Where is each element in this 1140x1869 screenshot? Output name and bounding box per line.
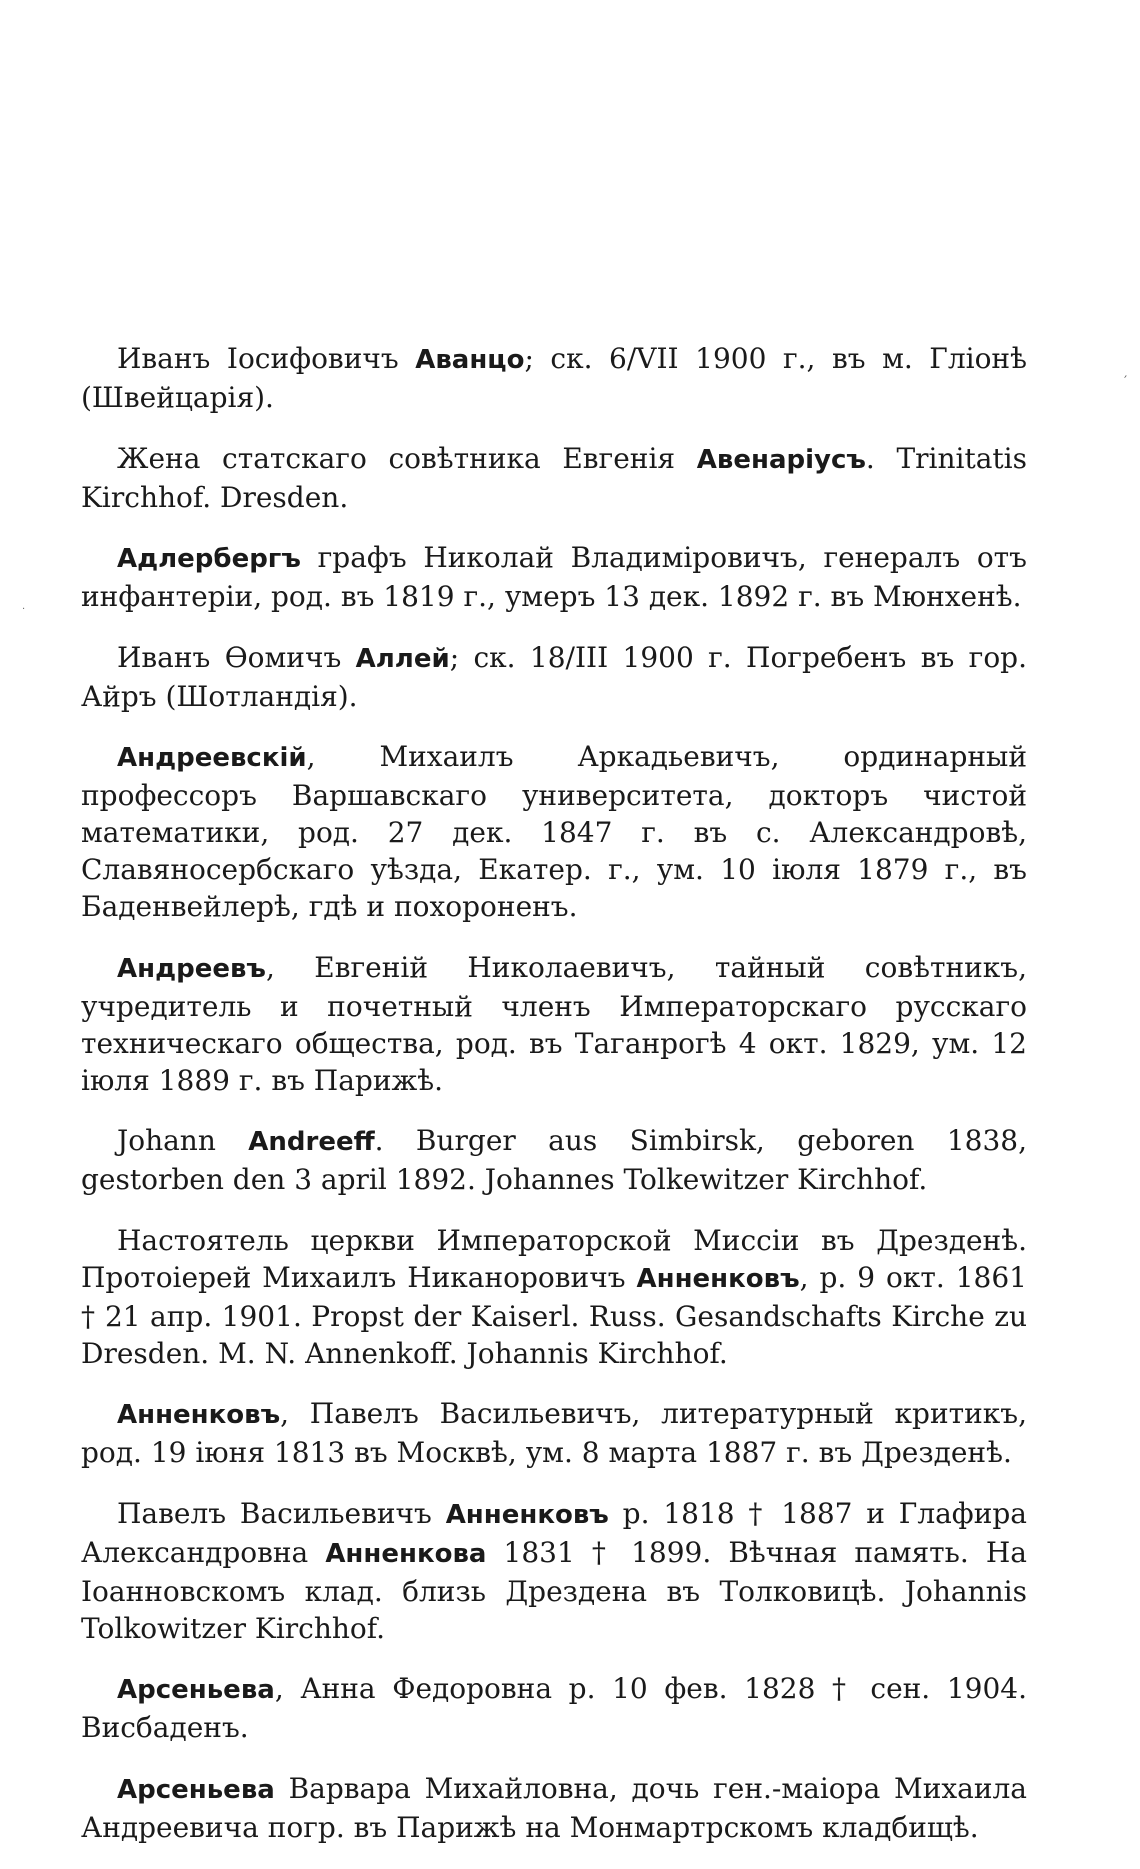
surname: Андреевскій — [117, 743, 307, 773]
entry-annenkov-critic: Анненковъ, Павелъ Васильевичъ, литературный критикъ, род. 19 іюня 1813 въ Москвѣ, ум. 8 марта 1887 г. въ Дрезденѣ. — [81, 1397, 1027, 1469]
margin-dot: · — [22, 604, 26, 615]
surname: Арсеньева — [117, 1774, 275, 1805]
entry-adlerberg: Адлербергъ графъ Николай Владиміровичъ, генералъ отъ инфантеріи, род. въ 1819 г., умеръ 13 дек. 1892 г. въ Мюнхенѣ. — [81, 541, 1027, 613]
entry-andreevsky: Андреевскій, Михаилъ Аркадьевичъ, ординарный профессоръ Варшавскаго университета, докторъ чистой математики, род. 27 дек. 1847 г. въ с. Александровѣ, Славяносербскаго уѣзда, Екатер. г., ум. 10 іюля 1879 г., въ Баденвейлерѣ, гдѣ и похороненъ. — [81, 740, 1027, 923]
surname: Анненкова — [325, 1538, 487, 1569]
entry-arsenieva-anna: Арсеньева, Анна Федоровна р. 10 фев. 1828 † сен. 1904. Висбаденъ. — [81, 1672, 1027, 1744]
surname: Адлербергъ — [117, 544, 301, 574]
surname: Арсеньева — [117, 1675, 275, 1705]
entry-arsenieva-varvara: Арсеньева Варвара Михайловна, дочь ген.-маіора Михаила Андреевича погр. въ Парижѣ на Монмартрскомъ кладбищѣ. — [81, 1771, 1027, 1844]
entry-annenkov-couple: Павелъ Васильевичъ Анненковъ р. 1818 † 1887 и Глафира Александровна Анненкова 1831 † 1899. Вѣчная память. На Іоанновскомъ клад. близь Дрездена въ Толковицѣ. Johannis Tolkowitzer Kirchhof. — [81, 1496, 1027, 1645]
margin-speck: ′ — [1124, 374, 1128, 390]
entry-andreeff: Johann Andreeff. Burger aus Simbirsk, geboren 1838, gestorben den 3 april 1892. Johannes Tolkewitzer Kirchhof. — [81, 1124, 1027, 1196]
surname: Andreeff — [248, 1127, 375, 1157]
entry-andreev: Андреевъ, Евгеній Николаевичъ, тайный совѣтникъ, учредитель и почетный членъ Императорскаго русскаго техническаго общества, род. въ Таганрогѣ 4 окт. 1829, ум. 12 іюля 1889 г. въ Парижѣ. — [81, 950, 1027, 1097]
surname: Анненковъ — [445, 1499, 609, 1530]
surname: Аванцо — [415, 345, 525, 375]
entry-alley: Иванъ Ѳомичъ Аллей; ск. 18/III 1900 г. Погребенъ въ гор. Айръ (Шотландія). — [81, 640, 1028, 713]
surname: Аллей — [355, 643, 450, 674]
surname: Авенаріусъ — [696, 444, 866, 475]
surname: Андреевъ — [117, 953, 266, 984]
surname: Анненковъ — [117, 1400, 281, 1430]
entry-avantso: Иванъ Іосифовичъ Аванцо; ск. 6/VII 1900 г., въ м. Гліонѣ (Швейцарія). — [81, 342, 1027, 414]
entry-list — [81, 340, 1027, 1869]
entry-avenarius: Жена статскаго совѣтника Евгенія Авенаріусъ. Trinitatis Kirchhof. Dresden. — [81, 441, 1028, 514]
surname: Анненковъ — [636, 1263, 800, 1294]
entry-annenkov-priest: Настоятель церкви Императорской Миссіи въ Дрезденѣ. Протоіерей Михаилъ Никаноровичъ Анненковъ, р. 9 окт. 1861 † 21 апр. 1901. Propst der Kaiserl. Russ. Gesandschafts Kirche zu Dresden. M. N. Annenkoff. Johannis Kirchhof. — [81, 1223, 1027, 1370]
